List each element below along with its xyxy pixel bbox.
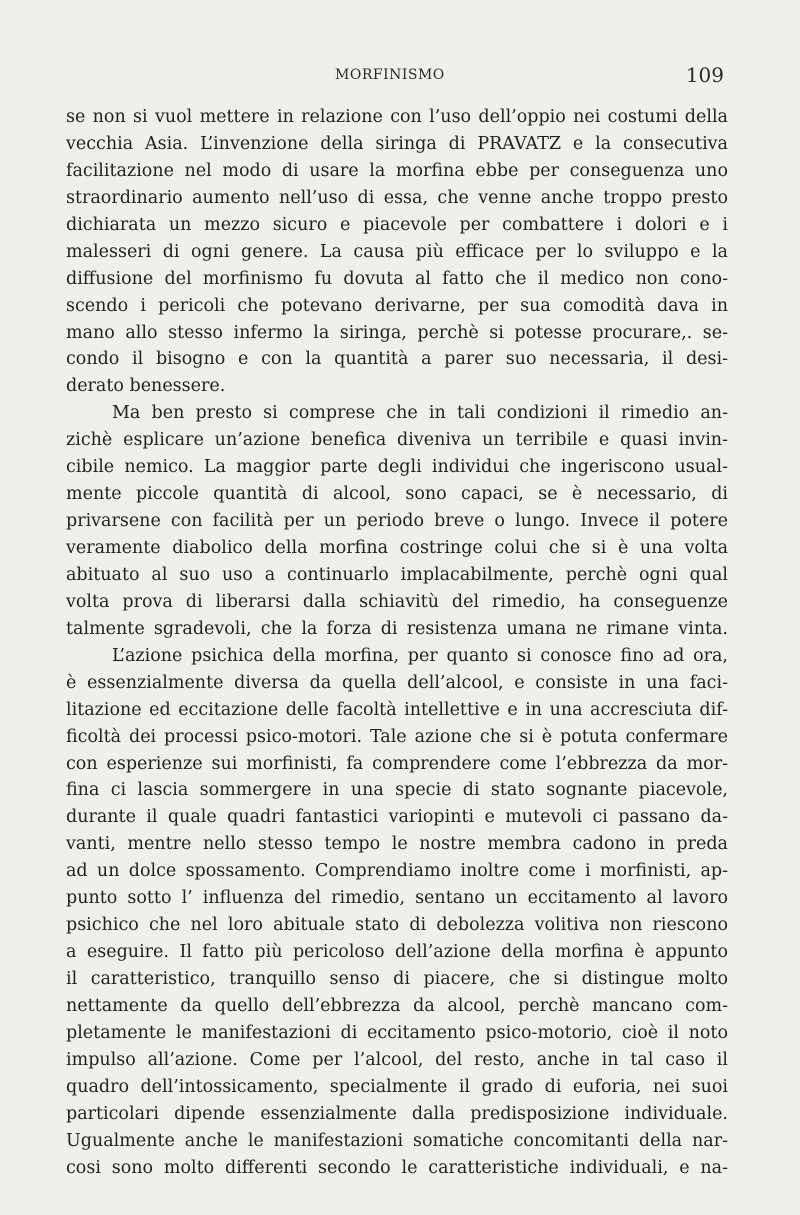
text-line: punto sotto l’ influenza del rimedio, sentano un eccitamento al lavoro (66, 888, 728, 909)
text-line: il caratteristico, tranquillo senso di piacere, che si distingue molto (66, 969, 728, 989)
text-line: ficoltà dei processi psico-motori. Tale azione che si è potuta confermare (66, 726, 728, 747)
text-line: mano allo stesso infermo la siringa, perchè si potesse procurare,. se- (66, 322, 728, 343)
text-line: se non si vuol mettere in relazione con l’uso dell’oppio nei costumi della (66, 107, 728, 127)
text-line: zichè esplicare un’azione benefica diveniva un terribile e quasi invin- (66, 430, 728, 451)
text-line: litazione ed eccitazione delle facoltà intellettive e in una accresciuta dif- (66, 699, 728, 720)
text-line: scendo i pericoli che potevano derivarne, per sua comodità dava in (66, 295, 728, 316)
text-line: è essenzialmente diversa da quella dell’alcool, e consiste in una faci- (66, 672, 728, 693)
text-line: a eseguire. Il fatto più pericoloso dell’azione della morfina è appunto (66, 942, 728, 963)
text-line: derato benessere. (66, 376, 226, 397)
text-line: Ugualmente anche le manifestazioni somatiche concomitanti della nar- (66, 1130, 728, 1151)
text-line: psichico che nel loro abituale stato di debolezza volitiva non riescono (66, 915, 728, 936)
body-text (66, 104, 728, 1182)
text-line: talmente sgradevoli, che la forza di resistenza umana ne rimane vinta. (66, 618, 728, 639)
text-line: vecchia Asia. L’invenzione della siringa di PRAVATZ e la consecutiva (66, 133, 728, 154)
text-line: impulso all’azione. Come per l’alcool, del resto, anche in tal caso il (66, 1049, 728, 1070)
text-line: L’azione psichica della morfina, per quanto si conosce fino ad ora, (112, 645, 728, 666)
text-line: dichiarata un mezzo sicuro e piacevole per combattere i dolori e i (66, 214, 728, 235)
text-line: veramente diabolico della morfina costringe colui che si è una volta (66, 538, 728, 558)
text-line: straordinario aumento nell’uso di essa, che venne anche troppo presto (66, 187, 728, 208)
text-line: particolari dipende essenzialmente dalla predisposizione individuale. (66, 1103, 728, 1124)
text-line: mente piccole quantità di alcool, sono capaci, se è necessario, di (66, 484, 728, 505)
text-line: privarsene con facilità per un periodo breve o lungo. Invece il potere (66, 511, 728, 532)
text-line: condo il bisogno e con la quantità a parer suo necessaria, il desi- (66, 349, 728, 370)
text-line: pletamente le manifestazioni di eccitamento psico-motorio, cioè il noto (66, 1022, 728, 1043)
text-line: durante il quale quadri fantastici variopinti e mutevoli ci passano da- (66, 807, 728, 828)
text-line: cibile nemico. La maggior parte degli individui che ingeriscono usual- (66, 457, 728, 478)
text-line: Ma ben presto si comprese che in tali condizioni il rimedio an- (112, 403, 728, 424)
text-line: fina ci lascia sommergere in una specie di stato sognante piacevole, (66, 780, 728, 801)
text-line: abituato al suo uso a continuarlo implacabilmente, perchè ogni qual (66, 564, 728, 585)
text-line: nettamente da quello dell’ebbrezza da alcool, perchè mancano com- (66, 995, 728, 1016)
text-line: quadro dell’intossicamento, specialmente il grado di euforia, nei suoi (66, 1076, 728, 1097)
running-head: MORFINISMO (335, 67, 445, 83)
page-number: 109 (685, 63, 724, 87)
text-line: vanti, mentre nello stesso tempo le nostre membra cadono in preda (66, 834, 728, 855)
text-line: con esperienze sui morfinisti, fa comprendere come l’ebbrezza da mor- (66, 753, 728, 774)
text-line: cosi sono molto differenti secondo le caratteristiche individuali, e na- (66, 1157, 728, 1178)
text-line: facilitazione nel modo di usare la morfina ebbe per conseguenza uno (66, 160, 728, 181)
text-line: diffusione del morfinismo fu dovuta al fatto che il medico non cono- (66, 268, 728, 289)
text-line: volta prova di liberarsi dalla schiavitù del rimedio, ha conseguenze (66, 591, 728, 612)
text-line: malesseri di ogni genere. La causa più efficace per lo sviluppo e la (66, 241, 728, 262)
text-line: ad un dolce spossamento. Comprendiamo inoltre come i morfinisti, ap- (66, 861, 728, 882)
